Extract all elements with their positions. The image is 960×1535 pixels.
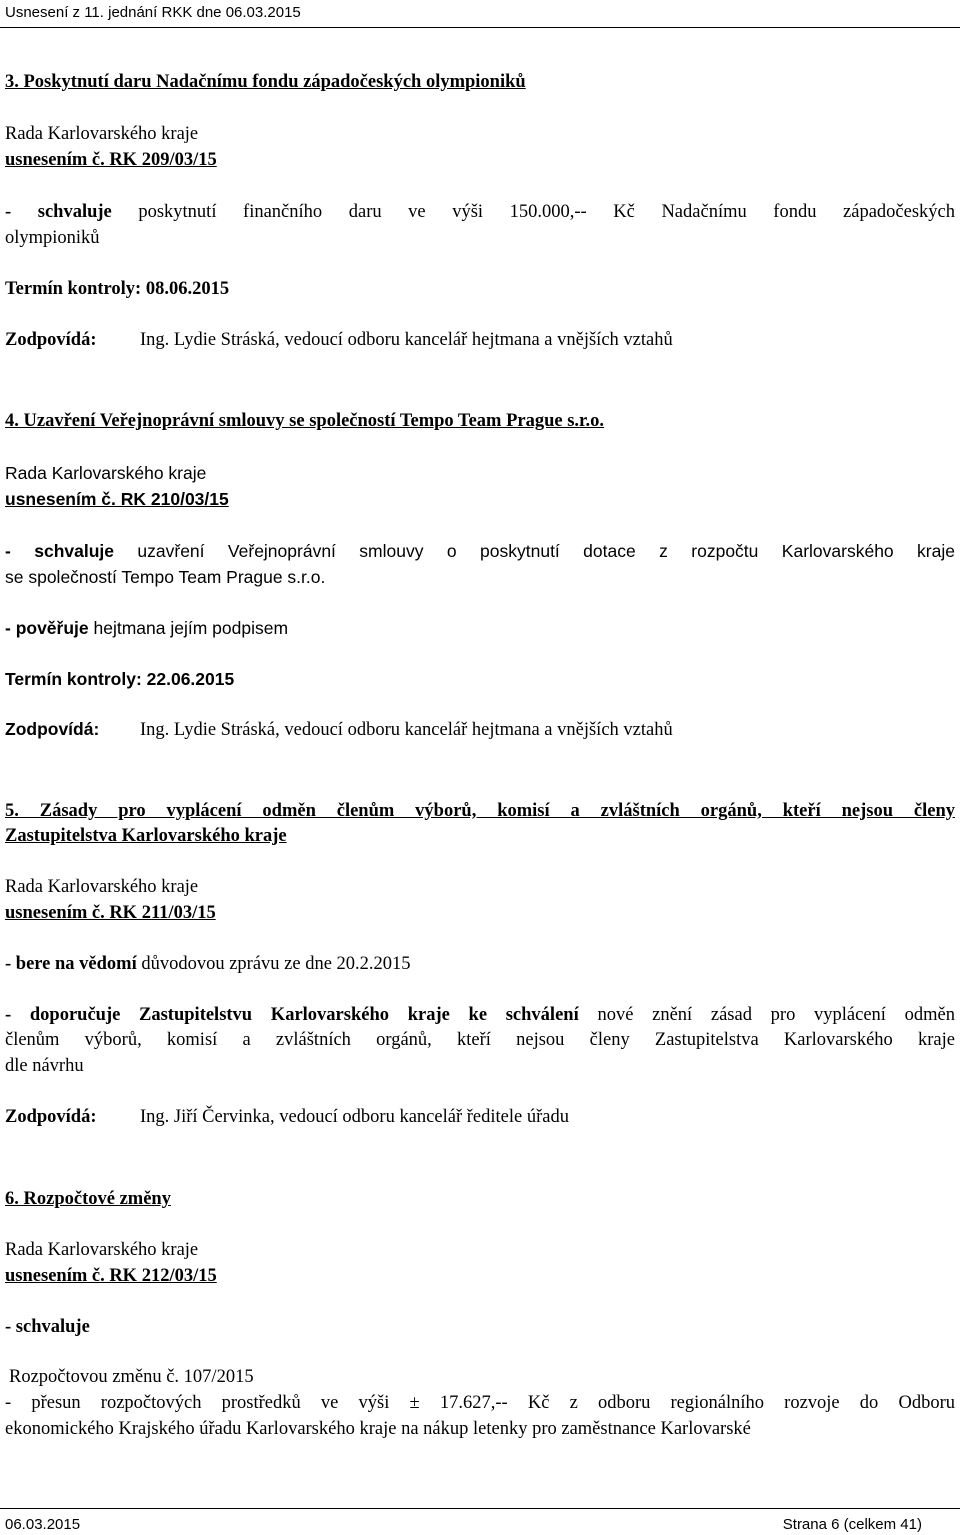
section-6-resolution: usnesením č. RK 212/03/15: [5, 1266, 217, 1286]
responsible-person: Ing. Jiří Červinka, vedoucí odboru kancelář ředitele úřadu: [140, 1107, 569, 1127]
note-keyword: - bere na vědomí: [5, 954, 137, 974]
responsible-person: Ing. Lydie Stráská, vedoucí odboru kancelář hejtmana a vnějších vztahů: [140, 720, 673, 740]
section-5-responsible: [5, 1107, 569, 1128]
section-4-board: Rada Karlovarského kraje: [5, 463, 207, 483]
section-3-board: Rada Karlovarského kraje: [5, 124, 199, 144]
page-header: Usnesení z 11. jednání RKK dne 06.03.2015: [5, 4, 301, 21]
section-6-title: 6. Rozpočtové změny: [5, 1189, 171, 1209]
section-3-approve: [5, 202, 955, 223]
section-5-recommend-cont: členům výborů, komisí a zvláštních orgánů, kteří nejsou členy Zastupitelstva Karlovarského kraje: [5, 1030, 955, 1050]
section-6-transfer-cont: ekonomického Krajského úřadu Karlovarského kraje na nákup letenky pro zaměstnance Karlovarské: [5, 1419, 751, 1439]
recommend-text: nové znění zásad pro vyplácení odměn: [597, 1005, 955, 1025]
recommend-keyword: - doporučuje Zastupitelstvu Karlovarského kraje ke schválení: [5, 1005, 579, 1025]
section-4-deadline: Termín kontroly: 22.06.2015: [5, 669, 235, 689]
section-3-responsible: [5, 330, 673, 351]
section-3-deadline: Termín kontroly: 08.06.2015: [5, 279, 230, 299]
section-4-resolution: usnesením č. RK 210/03/15: [5, 489, 229, 509]
section-6-change: Rozpočtovou změnu č. 107/2015: [9, 1367, 254, 1387]
section-5-recommend-cont2: dle návrhu: [5, 1056, 84, 1076]
responsible-label: Zodpovídá:: [5, 1107, 97, 1127]
authorize-keyword: - pověřuje: [5, 618, 89, 638]
section-3-approve-cont: olympioniků: [5, 228, 100, 248]
section-4-approve-cont: se společností Tempo Team Prague s.r.o.: [5, 567, 326, 587]
responsible-person: Ing. Lydie Stráská, vedoucí odboru kancelář hejtmana a vnějších vztahů: [140, 330, 673, 350]
approve-keyword: - schvaluje: [5, 541, 114, 561]
section-4-approve: [5, 541, 955, 562]
section-6-approve: - schvaluje: [5, 1317, 90, 1337]
section-4-title: 4. Uzavření Veřejnoprávní smlouvy se společností Tempo Team Prague s.r.o.: [5, 411, 605, 431]
section-5-recommend: [5, 1005, 955, 1026]
section-3-title: 3. Poskytnutí daru Nadačnímu fondu západočeských olympioniků: [5, 72, 526, 92]
section-5-title-cont: Zastupitelstva Karlovarského kraje: [5, 826, 287, 846]
footer-page-number: Strana 6 (celkem 41): [782, 1516, 922, 1533]
section-6-transfer: - přesun rozpočtových prostředků ve výši ± 17.627,-- Kč z odboru regionálního rozvoje do Odboru: [5, 1393, 955, 1413]
responsible-label: Zodpovídá:: [5, 330, 97, 350]
authorize-text: hejtmana jejím podpisem: [93, 618, 289, 638]
responsible-label: Zodpovídá:: [5, 719, 100, 739]
header-divider: [0, 27, 960, 28]
approve-text: uzavření Veřejnoprávní smlouvy o poskytnutí dotace z rozpočtu Karlovarského kraje: [137, 541, 955, 561]
footer-date: 06.03.2015: [5, 1516, 81, 1533]
section-3-resolution: usnesením č. RK 209/03/15: [5, 150, 217, 170]
note-text: důvodovou zprávu ze dne 20.2.2015: [141, 954, 411, 974]
section-5-board: Rada Karlovarského kraje: [5, 877, 199, 897]
approve-text: poskytnutí finančního daru ve výši 150.000,-- Kč Nadačnímu fondu západočeských: [138, 202, 956, 222]
section-4-authorize: [5, 618, 288, 639]
section-5-resolution: usnesením č. RK 211/03/15: [5, 903, 216, 923]
approve-keyword: - schvaluje: [5, 202, 112, 222]
section-6-board: Rada Karlovarského kraje: [5, 1240, 199, 1260]
section-4-responsible: [5, 719, 673, 741]
section-5-note: [5, 954, 411, 975]
section-5-title: 5. Zásady pro vyplácení odměn členům výborů, komisí a zvláštních orgánů, kteří nejsou členy: [5, 801, 955, 821]
footer-divider: [0, 1508, 960, 1509]
